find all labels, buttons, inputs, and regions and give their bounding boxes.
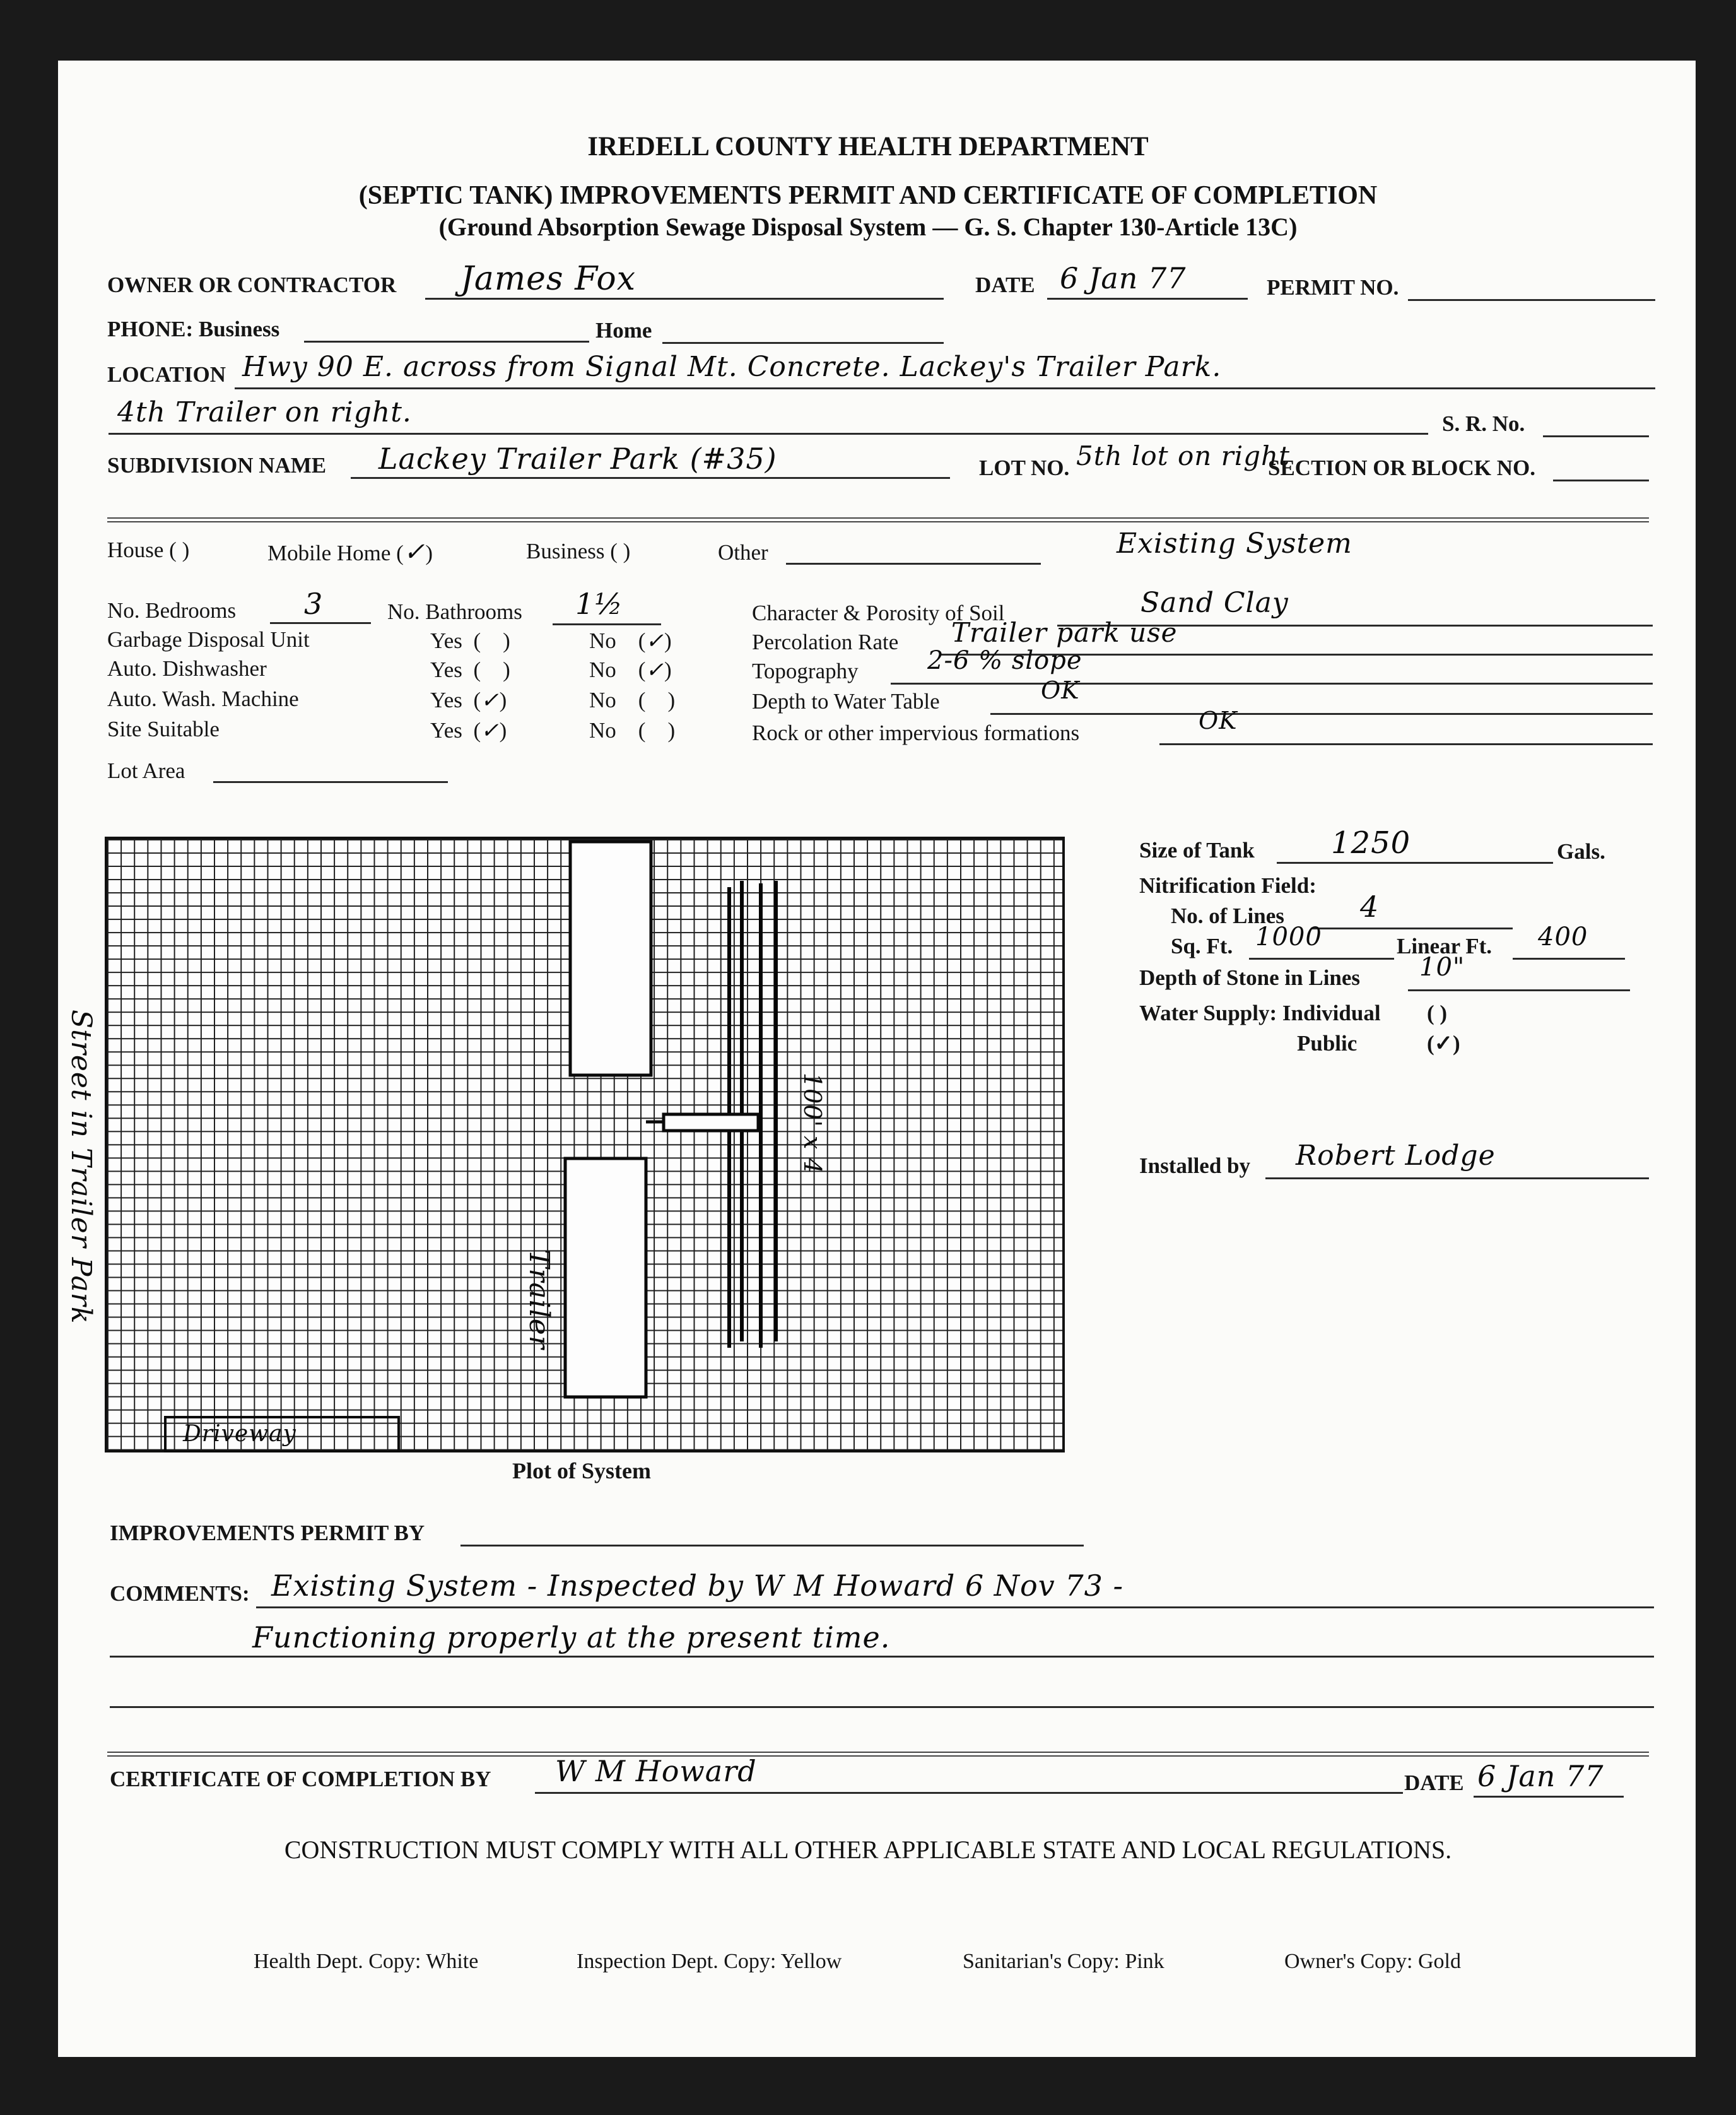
stone-depth-label: Depth of Stone in Lines (1139, 965, 1361, 990)
section-block-label: SECTION OR BLOCK NO. (1268, 456, 1535, 480)
lot-area-label: Lot Area (107, 758, 185, 783)
site-suitable-no[interactable]: No ( ) (589, 718, 676, 743)
tank-size-label: Size of Tank (1139, 838, 1255, 863)
copy-health: Health Dept. Copy: White (254, 1950, 479, 1973)
dishwasher-label: Auto. Dishwasher (107, 656, 267, 681)
percolation-value[interactable]: Trailer park use (951, 617, 1178, 648)
bathrooms-value[interactable]: 1½ (575, 587, 623, 621)
plot-caption: Plot of System (512, 1458, 651, 1483)
linear-ft-value[interactable]: 400 (1538, 922, 1588, 951)
no-of-lines-label: No. of Lines (1171, 904, 1284, 928)
garbage-yes[interactable]: Yes ( ) (430, 628, 510, 653)
dishwasher-yes[interactable]: Yes ( ) (430, 657, 510, 682)
water-table-label: Depth to Water Table (752, 689, 940, 714)
bedrooms-value[interactable]: 3 (304, 587, 324, 621)
comment-line-1[interactable]: Existing System - Inspected by W M Howard 6 Nov 73 - (271, 1569, 1124, 1603)
copy-inspection: Inspection Dept. Copy: Yellow (577, 1950, 842, 1973)
form-title: (SEPTIC TANK) IMPROVEMENTS PERMIT AND CERTIFICATE OF COMPLETION (358, 181, 1378, 210)
garbage-no[interactable]: No (✓) (589, 628, 672, 654)
bathrooms-label: No. Bathrooms (387, 599, 522, 624)
wash-machine-label: Auto. Wash. Machine (107, 686, 299, 711)
date-value[interactable]: 6 Jan 77 (1060, 261, 1187, 295)
soil-character-label: Character & Porosity of Soil (752, 601, 1005, 625)
copy-sanitarian: Sanitarian's Copy: Pink (963, 1950, 1164, 1973)
mobile-home-check: ✓ (403, 538, 426, 567)
plot-field-note: 100' x 4 (799, 1073, 826, 1174)
sq-ft-value[interactable]: 1000 (1255, 922, 1322, 951)
date-label: DATE (975, 273, 1035, 297)
tank-gals-label: Gals. (1557, 839, 1605, 864)
form-subtitle: (Ground Absorption Sewage Disposal System — G. S. Chapter 130-Article 13C) (438, 213, 1298, 241)
phone-business-label: PHONE: Business (107, 317, 280, 341)
septic-tank (664, 1114, 758, 1131)
phone-home-label: Home (595, 318, 652, 343)
owner-value[interactable]: James Fox (460, 260, 636, 298)
public-mark[interactable]: (✓) (1427, 1031, 1460, 1056)
location-line-1[interactable]: Hwy 90 E. across from Signal Mt. Concrete. Lackey's Trailer Park. (242, 351, 1222, 383)
installed-by-value[interactable]: Robert Lodge (1296, 1140, 1496, 1172)
house-option[interactable]: House ( ) (107, 538, 190, 562)
lot-no-label: LOT NO. (979, 456, 1070, 480)
copy-owner: Owner's Copy: Gold (1284, 1950, 1462, 1973)
water-table-value[interactable]: OK (1041, 676, 1080, 704)
trailer-outline (565, 1158, 646, 1397)
subdivision-value[interactable]: Lackey Trailer Park (#35) (378, 442, 777, 476)
certificate-date-label: DATE (1404, 1770, 1464, 1795)
certificate-value[interactable]: W M Howard (555, 1754, 757, 1788)
water-supply-label: Water Supply: Individual (1139, 1001, 1381, 1025)
rock-formations-value[interactable]: OK (1199, 707, 1238, 734)
regulations-notice: CONSTRUCTION MUST COMPLY WITH ALL OTHER APPLICABLE STATE AND LOCAL REGULATIONS. (284, 1835, 1452, 1864)
lot-no-value[interactable]: 5th lot on right (1076, 440, 1290, 471)
public-label: Public (1297, 1031, 1358, 1056)
site-suitable-label: Site Suitable (107, 717, 220, 741)
certificate-date-value[interactable]: 6 Jan 77 (1477, 1759, 1604, 1793)
mobile-home-label: Mobile Home ( (267, 541, 404, 565)
other-label: Other (718, 540, 768, 565)
plot-drawing (105, 837, 1065, 1452)
section-divider (107, 517, 1649, 522)
other-value[interactable]: Existing System (1117, 527, 1352, 560)
comment-line-2[interactable]: Functioning properly at the present time. (252, 1620, 891, 1654)
sq-ft-label: Sq. Ft. (1171, 934, 1233, 958)
no-of-lines-value[interactable]: 4 (1360, 890, 1380, 924)
department-title: IREDELL COUNTY HEALTH DEPARTMENT (587, 132, 1149, 162)
tank-size-value[interactable]: 1250 (1331, 825, 1411, 861)
plot-driveway-label: Driveway (183, 1421, 296, 1447)
footer-divider (107, 1752, 1649, 1757)
permit-no-label: PERMIT NO. (1267, 275, 1399, 300)
location-label: LOCATION (107, 362, 226, 387)
subdivision-label: SUBDIVISION NAME (107, 453, 327, 478)
soil-character-value[interactable]: Sand Clay (1141, 587, 1289, 619)
installed-by-label: Installed by (1139, 1153, 1251, 1178)
site-suitable-yes[interactable]: Yes (✓) (430, 718, 507, 743)
sr-no-label: S. R. No. (1442, 411, 1525, 436)
garbage-label: Garbage Disposal Unit (107, 627, 310, 652)
business-option[interactable]: Business ( ) (526, 539, 631, 563)
individual-mark[interactable]: ( ) (1427, 1001, 1448, 1025)
dishwasher-no[interactable]: No (✓) (589, 657, 672, 683)
stone-depth-value[interactable]: 10" (1419, 953, 1465, 982)
location-line-2[interactable]: 4th Trailer on right. (117, 396, 412, 428)
topography-value[interactable]: 2-6 % slope (927, 646, 1082, 675)
plot-side-note: Street in Trailer Park (65, 1010, 97, 1324)
rock-formations-label: Rock or other impervious formations (752, 721, 1080, 745)
linear-ft-label: Linear Ft. (1397, 934, 1493, 958)
permit-by-label: IMPROVEMENTS PERMIT BY (110, 1521, 425, 1545)
nitrification-field-label: Nitrification Field: (1139, 873, 1317, 898)
wash-machine-no[interactable]: No ( ) (589, 688, 676, 712)
topography-label: Topography (752, 659, 859, 683)
mobile-home-option[interactable] (267, 538, 433, 567)
comments-label: COMMENTS: (110, 1581, 250, 1606)
plot-trailer-label: Trailer (523, 1249, 555, 1350)
bedrooms-label: No. Bedrooms (107, 598, 237, 623)
owner-label: OWNER OR CONTRACTOR (107, 273, 397, 297)
certificate-label: CERTIFICATE OF COMPLETION BY (110, 1767, 491, 1791)
percolation-label: Percolation Rate (752, 630, 899, 654)
mobile-home-close: ) (425, 541, 433, 565)
building-outline-top (570, 842, 651, 1075)
wash-machine-yes[interactable]: Yes (✓) (430, 688, 507, 713)
